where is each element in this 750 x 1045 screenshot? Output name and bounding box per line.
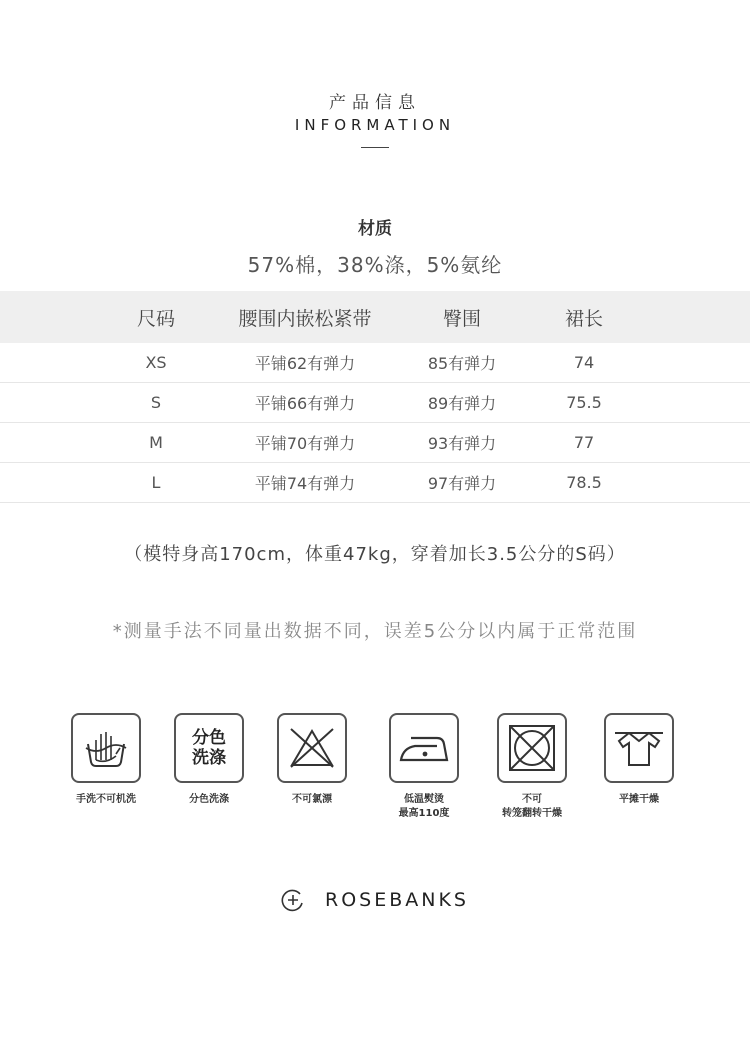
- no-bleach-icon: [277, 713, 347, 783]
- header-length: 裙长: [564, 307, 603, 330]
- model-note: （模特身高170cm，体重47kg，穿着加长3.5公分的S码）: [124, 544, 626, 565]
- header-waist: 腰围内嵌松紧带: [238, 307, 372, 330]
- care-icon-text: 分色: [192, 728, 226, 748]
- brand-footer: [0, 888, 750, 912]
- cell-length: 75.5: [566, 393, 602, 412]
- cell-waist: 平铺66有弹力: [254, 394, 356, 413]
- section-title-en: INFORMATION: [294, 116, 456, 134]
- care-label-line2: 最高110度: [398, 808, 450, 819]
- flat-dry-icon: [604, 713, 674, 783]
- care-label: 分色洗涤: [189, 794, 229, 805]
- header-size: 尺码: [136, 307, 175, 330]
- care-item-separate-wash: [166, 713, 252, 807]
- care-item-flat-dry: [596, 713, 682, 807]
- cell-waist: 平铺70有弹力: [254, 434, 356, 453]
- brand-name: ROSEBANKS: [325, 889, 469, 911]
- cell-hip: 93有弹力: [427, 434, 497, 453]
- care-item-low-iron: [381, 713, 467, 821]
- care-label-line1: 低温熨烫: [404, 794, 444, 805]
- cell-length: 77: [573, 433, 595, 452]
- cell-length: 74: [573, 353, 595, 372]
- material-label: 材质: [358, 219, 392, 239]
- cell-size: L: [151, 473, 161, 492]
- hand-wash-icon: [71, 713, 141, 783]
- separate-wash-icon: [174, 713, 244, 783]
- material-value: 57%棉，38%涤，5%氨纶: [247, 253, 503, 277]
- care-label: [489, 793, 575, 821]
- care-item-no-bleach: [269, 713, 355, 807]
- low-iron-icon: [389, 713, 459, 783]
- table-row: [0, 383, 750, 423]
- cell-size: XS: [145, 353, 167, 372]
- care-label: 手洗不可机洗: [76, 794, 136, 805]
- cell-size: M: [149, 433, 163, 452]
- care-label: 平摊干燥: [619, 794, 659, 805]
- cell-waist: 平铺62有弹力: [254, 354, 356, 373]
- table-row: [0, 463, 750, 503]
- measure-note: *测量手法不同量出数据不同，误差5公分以内属于正常范围: [112, 621, 638, 642]
- care-item-no-tumble-dry: [489, 713, 575, 821]
- header-hip: 臀围: [442, 307, 481, 330]
- cell-hip: 89有弹力: [427, 394, 497, 413]
- title-divider: [361, 147, 389, 148]
- table-row: [0, 343, 750, 383]
- table-header: [0, 291, 750, 343]
- care-icon-text: 洗涤: [192, 748, 226, 768]
- cell-hip: 85有弹力: [427, 354, 497, 373]
- care-label-line2: 转笼翻转干燥: [502, 808, 562, 819]
- section-title-cn: 产品信息: [329, 93, 421, 113]
- care-label-line1: 不可: [522, 794, 542, 805]
- care-label: 不可氯漂: [292, 794, 332, 805]
- plus-circle-icon: [281, 888, 305, 912]
- cell-waist: 平铺74有弹力: [254, 474, 356, 493]
- care-item-hand-wash: [63, 713, 149, 807]
- care-label: [381, 793, 467, 821]
- no-tumble-dry-icon: [497, 713, 567, 783]
- cell-size: S: [150, 393, 162, 412]
- cell-length: 78.5: [566, 473, 602, 492]
- cell-hip: 97有弹力: [427, 474, 497, 493]
- size-table: [0, 291, 750, 503]
- table-row: [0, 423, 750, 463]
